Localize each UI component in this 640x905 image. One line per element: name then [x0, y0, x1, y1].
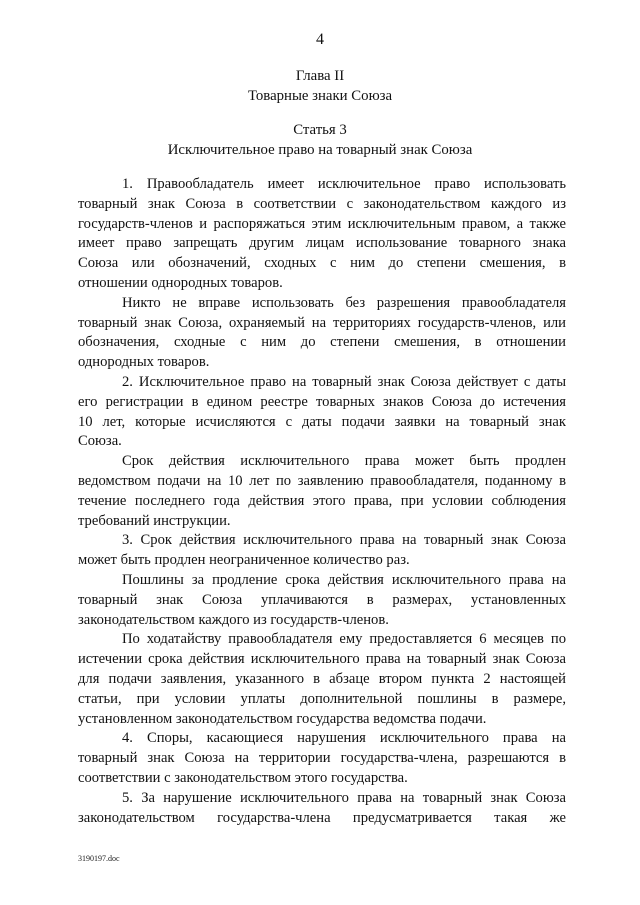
paragraph-line: 4. Споры, касающиеся нарушения исключительного права на [122, 730, 566, 747]
paragraph-line: Союза или обозначений, сходных с ним до степени смешения, в [78, 255, 566, 272]
paragraph-line: законодательством каждого из государств-членов. [78, 611, 389, 628]
paragraph [78, 729, 566, 788]
paragraph-line: однородных товаров. [78, 354, 210, 371]
paragraph-line: обозначения, сходные с ним до степени смешения, в отношении [78, 334, 566, 351]
paragraph-line: установленном законодательством государства ведомства подачи. [78, 710, 487, 727]
paragraph-line: его регистрации в едином реестре товарных знаков Союза до истечения [78, 393, 566, 410]
paragraph-line: законодательством государства-члена предусматривается такая же [78, 809, 566, 826]
paragraph [78, 630, 566, 729]
paragraph-line: 1. Правообладатель имеет исключительное право использовать [122, 176, 566, 192]
article-title: Исключительное право на товарный знак Союза [167, 141, 473, 158]
paragraph-line: может быть продлен неограниченное количество раз. [78, 552, 410, 569]
footer-filename: 3190197.doc [78, 854, 120, 863]
paragraph [78, 452, 566, 531]
paragraph-line: товарный знак Союза, охраняемый на территориях государств-членов, или [78, 314, 566, 331]
paragraph-line: Союза. [78, 433, 122, 450]
paragraph-line: Срок действия исключительного права может быть продлен [122, 453, 566, 470]
document-body [78, 175, 566, 828]
paragraph [78, 373, 566, 452]
paragraph-line: товарный знак Союза на территории государства-члена, разрешаются в [78, 750, 566, 767]
paragraph-line: истечении срока действия исключительного права на товарный знак Союза [78, 651, 566, 668]
paragraph-line: товарный знак Союза в соответствии с законодательством каждого из [78, 195, 566, 212]
paragraph-line: соответствии с законодательством этого государства. [78, 769, 408, 786]
paragraph-line: 10 лет, которые исчисляются с даты подачи заявки на товарный знак [78, 413, 566, 430]
page-number: 4 [316, 31, 324, 48]
paragraph-line: Никто не вправе использовать без разрешения правообладателя [122, 294, 566, 311]
paragraph [78, 294, 566, 373]
paragraph-line: ведомством подачи на 10 лет по заявлению правообладателя, поданному в [78, 472, 566, 489]
paragraph-line: 5. За нарушение исключительного права на товарный знак Союза [122, 789, 566, 806]
chapter-title: Товарные знаки Союза [247, 87, 393, 104]
paragraph-line: товарный знак Союза уплачиваются в размерах, установленных [78, 591, 566, 608]
chapter-heading [0, 67, 640, 106]
paragraph-line: 2. Исключительное право на товарный знак Союза действует с даты [122, 373, 566, 390]
paragraph [78, 789, 566, 829]
paragraph-line: государств-членов и распоряжаться этим исключительным правом, а также [78, 215, 566, 232]
article-heading [0, 121, 640, 160]
paragraph-line: 3. Срок действия исключительного права на товарный знак Союза [122, 532, 566, 549]
chapter-number: Глава II [295, 68, 345, 84]
paragraph [78, 571, 566, 630]
paragraph-line: Пошлины за продление срока действия исключительного права на [122, 571, 566, 588]
paragraph-line: статьи, при условии уплаты дополнительной пошлины в размере, [78, 690, 566, 707]
paragraph-line: отношении однородных товаров. [78, 274, 283, 291]
paragraph-line: течение последнего года действия этого права, при условии соблюдения [78, 492, 566, 509]
paragraph [78, 175, 566, 294]
paragraph-line: требований инструкции. [78, 512, 231, 529]
article-number: Статья 3 [293, 122, 347, 138]
paragraph [78, 531, 566, 571]
paragraph-line: для подачи заявления, указанного в абзаце втором пункта 2 настоящей [78, 670, 566, 687]
paragraph-line: По ходатайству правообладателя ему предоставляется 6 месяцев по [122, 631, 566, 648]
paragraph-line: имеет право запрещать другим лицам использование товарного знака [78, 235, 566, 252]
